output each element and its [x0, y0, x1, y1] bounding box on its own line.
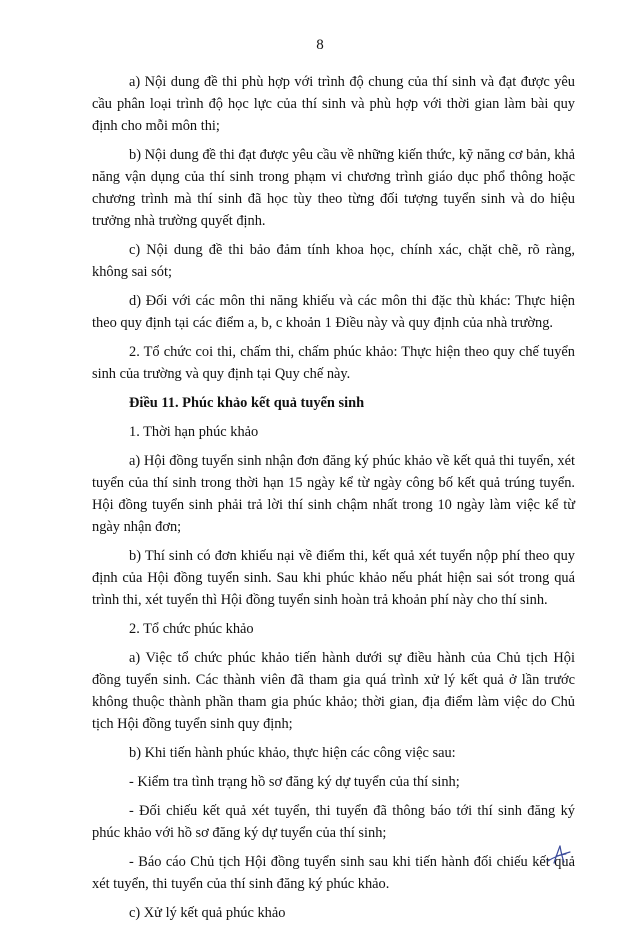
section-2a-paragraph: a) Việc tổ chức phúc khảo tiến hành dưới sự điều hành của Chủ tịch Hội đồng tuyển sinh. Các thành viên đã tham gia quá trình xử lý kết quả ở lần trước không thuộc thành phần tham gia phúc khảo; thời gian, địa điểm làm việc do Chủ tịch Hội đồng tuyển sinh quy định;	[92, 650, 575, 732]
clause-1c-paragraph: c) Nội dung đề thi bảo đảm tính khoa học, chính xác, chặt chẽ, rõ ràng, không sai sót;	[92, 242, 575, 280]
clause-1d-paragraph: d) Đối với các môn thi năng khiếu và các môn thi đặc thù khác: Thực hiện theo quy định tại các điểm a, b, c khoản 1 Điều này và quy định của nhà trường.	[92, 293, 575, 331]
document-body	[92, 71, 575, 931]
section-2-title: 2. Tổ chức phúc khảo	[129, 621, 254, 637]
clause-1a-paragraph: a) Nội dung đề thi phù hợp với trình độ chung của thí sinh và đạt được yêu cầu phân loại trình độ học lực của thí sinh và phù hợp với thời gian làm bài quy định cho mỗi môn thi;	[92, 74, 575, 134]
clause-2-paragraph: 2. Tổ chức coi thi, chấm thi, chấm phúc khảo: Thực hiện theo quy chế tuyển sinh của trường và quy định tại Quy chế này.	[92, 344, 575, 382]
section-1a-paragraph: a) Hội đồng tuyển sinh nhận đơn đăng ký phúc khảo về kết quả thi tuyển, xét tuyển của thí sinh trong thời hạn 15 ngày kể từ ngày công bố kết quả trúng tuyển. Hội đồng tuyển sinh phải trả lời thí sinh chậm nhất trong 10 ngày làm việc kể từ ngày nhận đơn;	[92, 453, 575, 535]
bullet-item: - Báo cáo Chủ tịch Hội đồng tuyển sinh sau khi tiến hành đối chiếu kết quả xét tuyển, thi tuyển của thí sinh đăng ký phúc khảo.	[92, 854, 575, 892]
page-number: 8	[316, 37, 324, 53]
bullet-item: - Kiểm tra tình trạng hồ sơ đăng ký dự tuyển của thí sinh;	[129, 774, 460, 790]
section-1b-paragraph: b) Thí sinh có đơn khiếu nại về điểm thi, kết quả xét tuyển nộp phí theo quy định của Hội đồng tuyển sinh. Sau khi phúc khảo nếu phát hiện sai sót trong quá trình thi, xét tuyển thì Hội đồng tuyển sinh hoàn trả khoản phí này cho thí sinh.	[92, 548, 575, 608]
section-1-title: 1. Thời hạn phúc khảo	[129, 424, 259, 440]
clause-1b-paragraph: b) Nội dung đề thi đạt được yêu cầu về những kiến thức, kỹ năng cơ bản, khả năng vận dụng của thí sinh trong phạm vi chương trình giáo dục phổ thông hoặc chương trình mà thí sinh đã học tùy theo từng đối tượng tuyển sinh và do hiệu trưởng nhà trường quyết định.	[92, 147, 575, 229]
handwritten-initials-icon	[546, 843, 572, 865]
section-2c-paragraph: c) Xử lý kết quả phúc khảo	[129, 905, 286, 921]
section-2b-paragraph: b) Khi tiến hành phúc khảo, thực hiện các công việc sau:	[129, 745, 456, 761]
bullet-item: - Đối chiếu kết quả xét tuyển, thi tuyển đã thông báo tới thí sinh đăng ký phúc khảo với hồ sơ đăng ký dự tuyển của thí sinh;	[92, 803, 575, 841]
article-11-heading: Điều 11. Phúc khảo kết quả tuyển sinh	[129, 395, 365, 411]
